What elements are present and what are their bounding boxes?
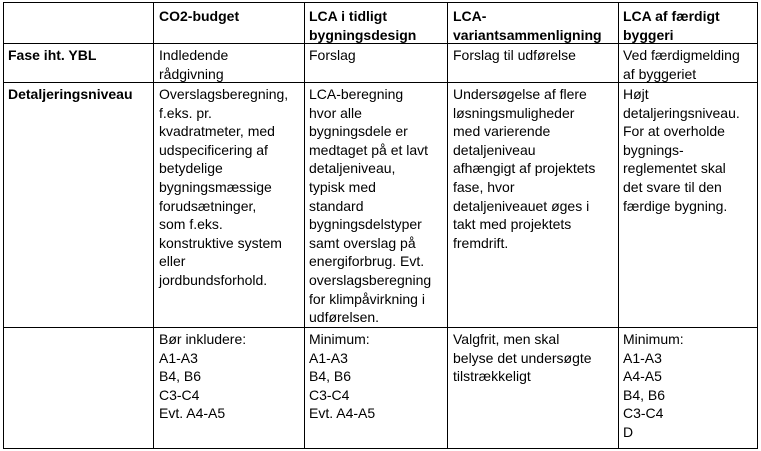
cell-detail-variant: Undersøgelse af flere løsningsmuligheder med varierende detaljeniveau afhængigt af projektets fase, hvor detaljeniveauet øges i takt med projektets fremdrift. bbox=[453, 86, 596, 251]
row-divider bbox=[3, 327, 758, 328]
cell-modules-variant: Valgfrit, men skal belyse det undersøgte tilstrækkeligt bbox=[453, 331, 592, 385]
cell-modules-lca-early: Minimum: A1-A3 B4, B6 C3-C4 Evt. A4-A5 bbox=[309, 331, 376, 422]
cell-modules-finished: Minimum: A1-A3 A4-A5 B4, B6 C3-C4 D bbox=[623, 331, 684, 440]
cell-modules-co2-budget: Bør inkludere: A1-A3 B4, B6 C3-C4 Evt. A4-A5 bbox=[159, 331, 247, 422]
header-co2-budget: CO2-budget bbox=[159, 8, 240, 24]
header-lca-finished-building: LCA af færdigt byggeri bbox=[623, 8, 720, 43]
cell-detail-co2-budget: Overslagsberegning, f.eks. pr. kvadratmeter, med udspecificering af betydelige bygningsmæssige forudsætninger, som f.eks. konstruktive system eller jordbundsforhold. bbox=[159, 86, 289, 288]
cell-detail-finished: Højt detaljeringsniveau. For at overholde bygnings- reglementet skal det svare til den færdige bygning. bbox=[623, 86, 740, 214]
row-label-phase: Fase iht. YBL bbox=[8, 47, 97, 63]
cell-detail-lca-early: LCA-beregning hvor alle bygningsdele er medtaget på et lavt detaljeniveau, typisk med standard bygningsdelstyper samt overslag på energiforbrug. Evt. overslagsberegning for klimpåvirkning i udførelsen. bbox=[309, 86, 432, 326]
cell-phase-co2-budget: Indledende rådgivning bbox=[159, 47, 229, 82]
header-lca-early-design: LCA i tidligt bygningsdesign bbox=[309, 8, 417, 43]
cell-phase-lca-early: Forslag bbox=[309, 47, 356, 63]
column-divider bbox=[447, 2, 448, 449]
header-lca-variant-comparison: LCA- variantsammenligning bbox=[453, 8, 602, 43]
cell-phase-finished: Ved færdigmelding af byggeriet bbox=[623, 47, 740, 82]
column-divider bbox=[304, 2, 305, 449]
column-divider bbox=[618, 2, 619, 449]
column-divider bbox=[153, 2, 154, 449]
row-label-detail-level: Detaljeringsniveau bbox=[8, 86, 133, 102]
cell-phase-variant: Forslag til udførelse bbox=[453, 47, 576, 63]
